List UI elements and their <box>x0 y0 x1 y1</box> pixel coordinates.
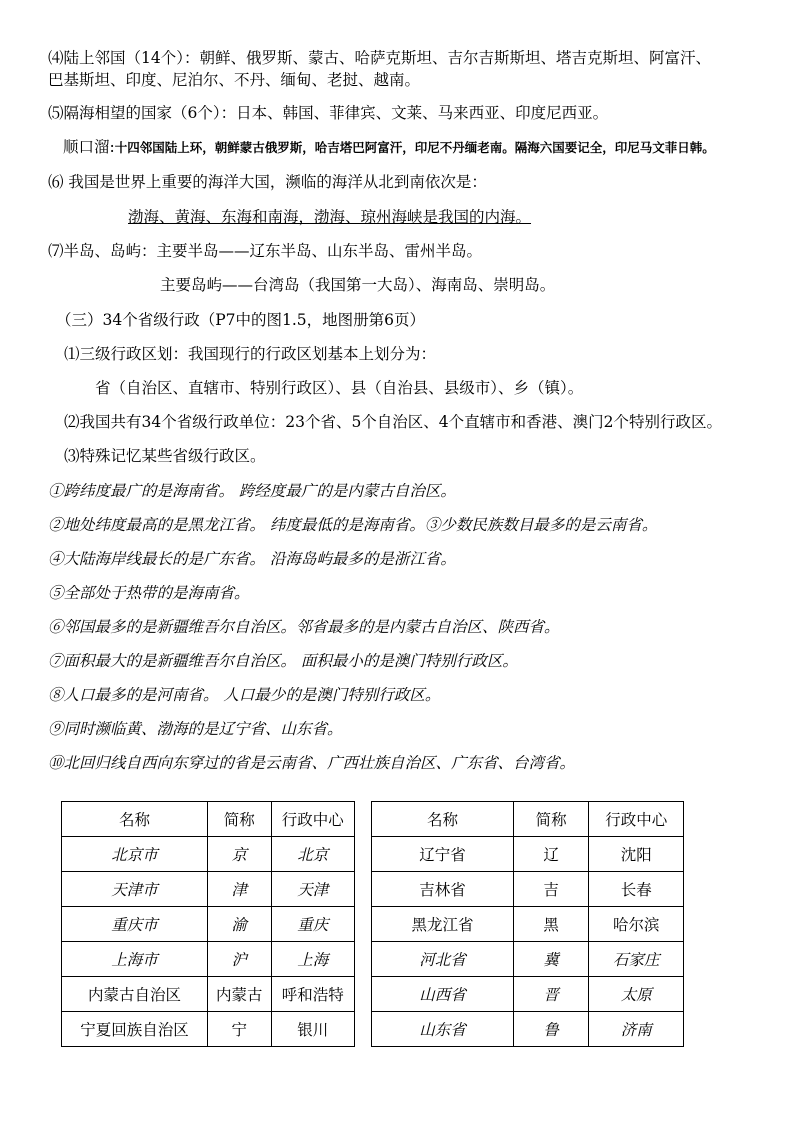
text-line-admin-levels: ⑴三级行政区划：我国现行的行政区划基本上划分为： <box>64 345 437 363</box>
table-row <box>62 907 355 942</box>
fact-10: ⑩北回归线自西向东穿过的省是云南省、广西壮族自治区、广东省、台湾省。 <box>48 754 576 772</box>
fact-5: ⑤全部处于热带的是海南省。 <box>48 584 250 602</box>
cell-abbr: 渝 <box>207 907 271 942</box>
cell-capital: 济南 <box>589 1012 684 1047</box>
fact-6: ⑥邻国最多的是新疆维吾尔自治区。邻省最多的是内蒙古自治区、陕西省。 <box>48 618 560 636</box>
cell-capital: 银川 <box>271 1012 354 1047</box>
text-line-admin-levels-detail: 省（自治区、直辖市、特别行政区）、县（自治县、县级市）、乡（镇）。 <box>95 379 584 397</box>
header-capital: 行政中心 <box>271 802 354 837</box>
cell-capital: 沈阳 <box>589 837 684 872</box>
province-table-left <box>61 801 355 1047</box>
fact-2: ②地处纬度最高的是黑龙江省。 纬度最低的是海南省。③少数民族数目最多的是云南省。 <box>48 516 658 534</box>
table-row <box>62 977 355 1012</box>
header-abbr: 简称 <box>513 802 588 837</box>
cell-abbr: 内蒙古 <box>207 977 271 1012</box>
cell-name: 上海市 <box>62 942 208 977</box>
cell-name: 河北省 <box>372 942 514 977</box>
cell-capital: 长春 <box>589 872 684 907</box>
table-row <box>372 942 684 977</box>
cell-abbr: 吉 <box>513 872 588 907</box>
cell-abbr: 京 <box>207 837 271 872</box>
cell-abbr: 宁 <box>207 1012 271 1047</box>
cell-abbr: 冀 <box>513 942 588 977</box>
text-line-neighbors-land-cont: 巴基斯坦、印度、尼泊尔、不丹、缅甸、老挝、越南。 <box>48 71 421 89</box>
province-table-right <box>371 801 684 1047</box>
section-heading-provinces: （三）34个省级行政（P7中的图1.5，地图册第6页） <box>56 311 426 329</box>
fact-9: ⑨同时濒临黄、渤海的是辽宁省、山东省。 <box>48 720 343 738</box>
cell-abbr: 晋 <box>513 977 588 1012</box>
cell-name: 北京市 <box>62 837 208 872</box>
cell-abbr: 沪 <box>207 942 271 977</box>
cell-capital: 石家庄 <box>589 942 684 977</box>
cell-name: 天津市 <box>62 872 208 907</box>
cell-capital: 北京 <box>271 837 354 872</box>
cell-capital: 重庆 <box>271 907 354 942</box>
mnemonic-label: 顺口溜: <box>63 138 115 156</box>
table-row <box>372 907 684 942</box>
text-line-special-memory: ⑶特殊记忆某些省级行政区。 <box>64 447 266 465</box>
header-name: 名称 <box>62 802 208 837</box>
cell-name: 辽宁省 <box>372 837 514 872</box>
cell-abbr: 辽 <box>513 837 588 872</box>
fact-1: ①跨纬度最广的是海南省。 跨经度最广的是内蒙古自治区。 <box>48 482 456 500</box>
cell-name: 黑龙江省 <box>372 907 514 942</box>
table-row <box>372 837 684 872</box>
text-line-neighbors-land: ⑷陆上邻国（14个）：朝鲜、俄罗斯、蒙古、哈萨克斯坦、吉尔吉斯斯坦、塔吉克斯坦、阿富汗、 <box>48 49 711 67</box>
table-row <box>62 942 355 977</box>
text-line-seas: ⑹ 我国是世界上重要的海洋大国，濒临的海洋从北到南依次是： <box>48 173 487 191</box>
mnemonic-line <box>63 137 715 158</box>
header-capital: 行政中心 <box>589 802 684 837</box>
cell-name: 山西省 <box>372 977 514 1012</box>
table-row <box>62 1012 355 1047</box>
cell-abbr: 津 <box>207 872 271 907</box>
header-abbr: 简称 <box>207 802 271 837</box>
cell-name: 内蒙古自治区 <box>62 977 208 1012</box>
table-header-row <box>372 802 684 837</box>
header-name: 名称 <box>372 802 514 837</box>
text-line-islands: 主要岛屿——台湾岛（我国第一大岛）、海南岛、崇明岛。 <box>160 276 556 294</box>
cell-capital: 上海 <box>271 942 354 977</box>
cell-abbr: 鲁 <box>513 1012 588 1047</box>
fact-7: ⑦面积最大的是新疆维吾尔自治区。 面积最小的是澳门特别行政区。 <box>48 652 518 670</box>
text-line-province-count: ⑵我国共有34个省级行政单位：23个省、5个自治区、4个直辖市和香港、澳门2个特别行政区。 <box>64 413 723 431</box>
table-row <box>62 872 355 907</box>
mnemonic-text: 十四邻国陆上环，朝鲜蒙古俄罗斯，哈吉塔巴阿富汗，印尼不丹缅老南。隔海六国要记全，印尼马文菲日韩。 <box>114 140 715 155</box>
fact-4: ④大陆海岸线最长的是广东省。 沿海岛屿最多的是浙江省。 <box>48 550 456 568</box>
table-header-row <box>62 802 355 837</box>
cell-name: 山东省 <box>372 1012 514 1047</box>
table-row <box>372 1012 684 1047</box>
cell-capital: 太原 <box>589 977 684 1012</box>
cell-capital: 呼和浩特 <box>271 977 354 1012</box>
cell-name: 吉林省 <box>372 872 514 907</box>
cell-name: 宁夏回族自治区 <box>62 1012 208 1047</box>
text-line-peninsulas: ⑺半岛、岛屿：主要半岛——辽东半岛、山东半岛、雷州半岛。 <box>48 242 483 260</box>
fact-8: ⑧人口最多的是河南省。 人口最少的是澳门特别行政区。 <box>48 686 441 704</box>
cell-abbr: 黑 <box>513 907 588 942</box>
cell-name: 重庆市 <box>62 907 208 942</box>
table-row <box>372 872 684 907</box>
table-row <box>372 977 684 1012</box>
cell-capital: 天津 <box>271 872 354 907</box>
cell-capital: 哈尔滨 <box>589 907 684 942</box>
text-line-neighbors-sea: ⑸隔海相望的国家（6个）：日本、韩国、菲律宾、文莱、马来西亚、印度尼西亚。 <box>48 104 609 122</box>
table-row <box>62 837 355 872</box>
text-line-seas-detail: 渤海、黄海、东海和南海，渤海、琼州海峡是我国的内海。 <box>128 208 532 226</box>
